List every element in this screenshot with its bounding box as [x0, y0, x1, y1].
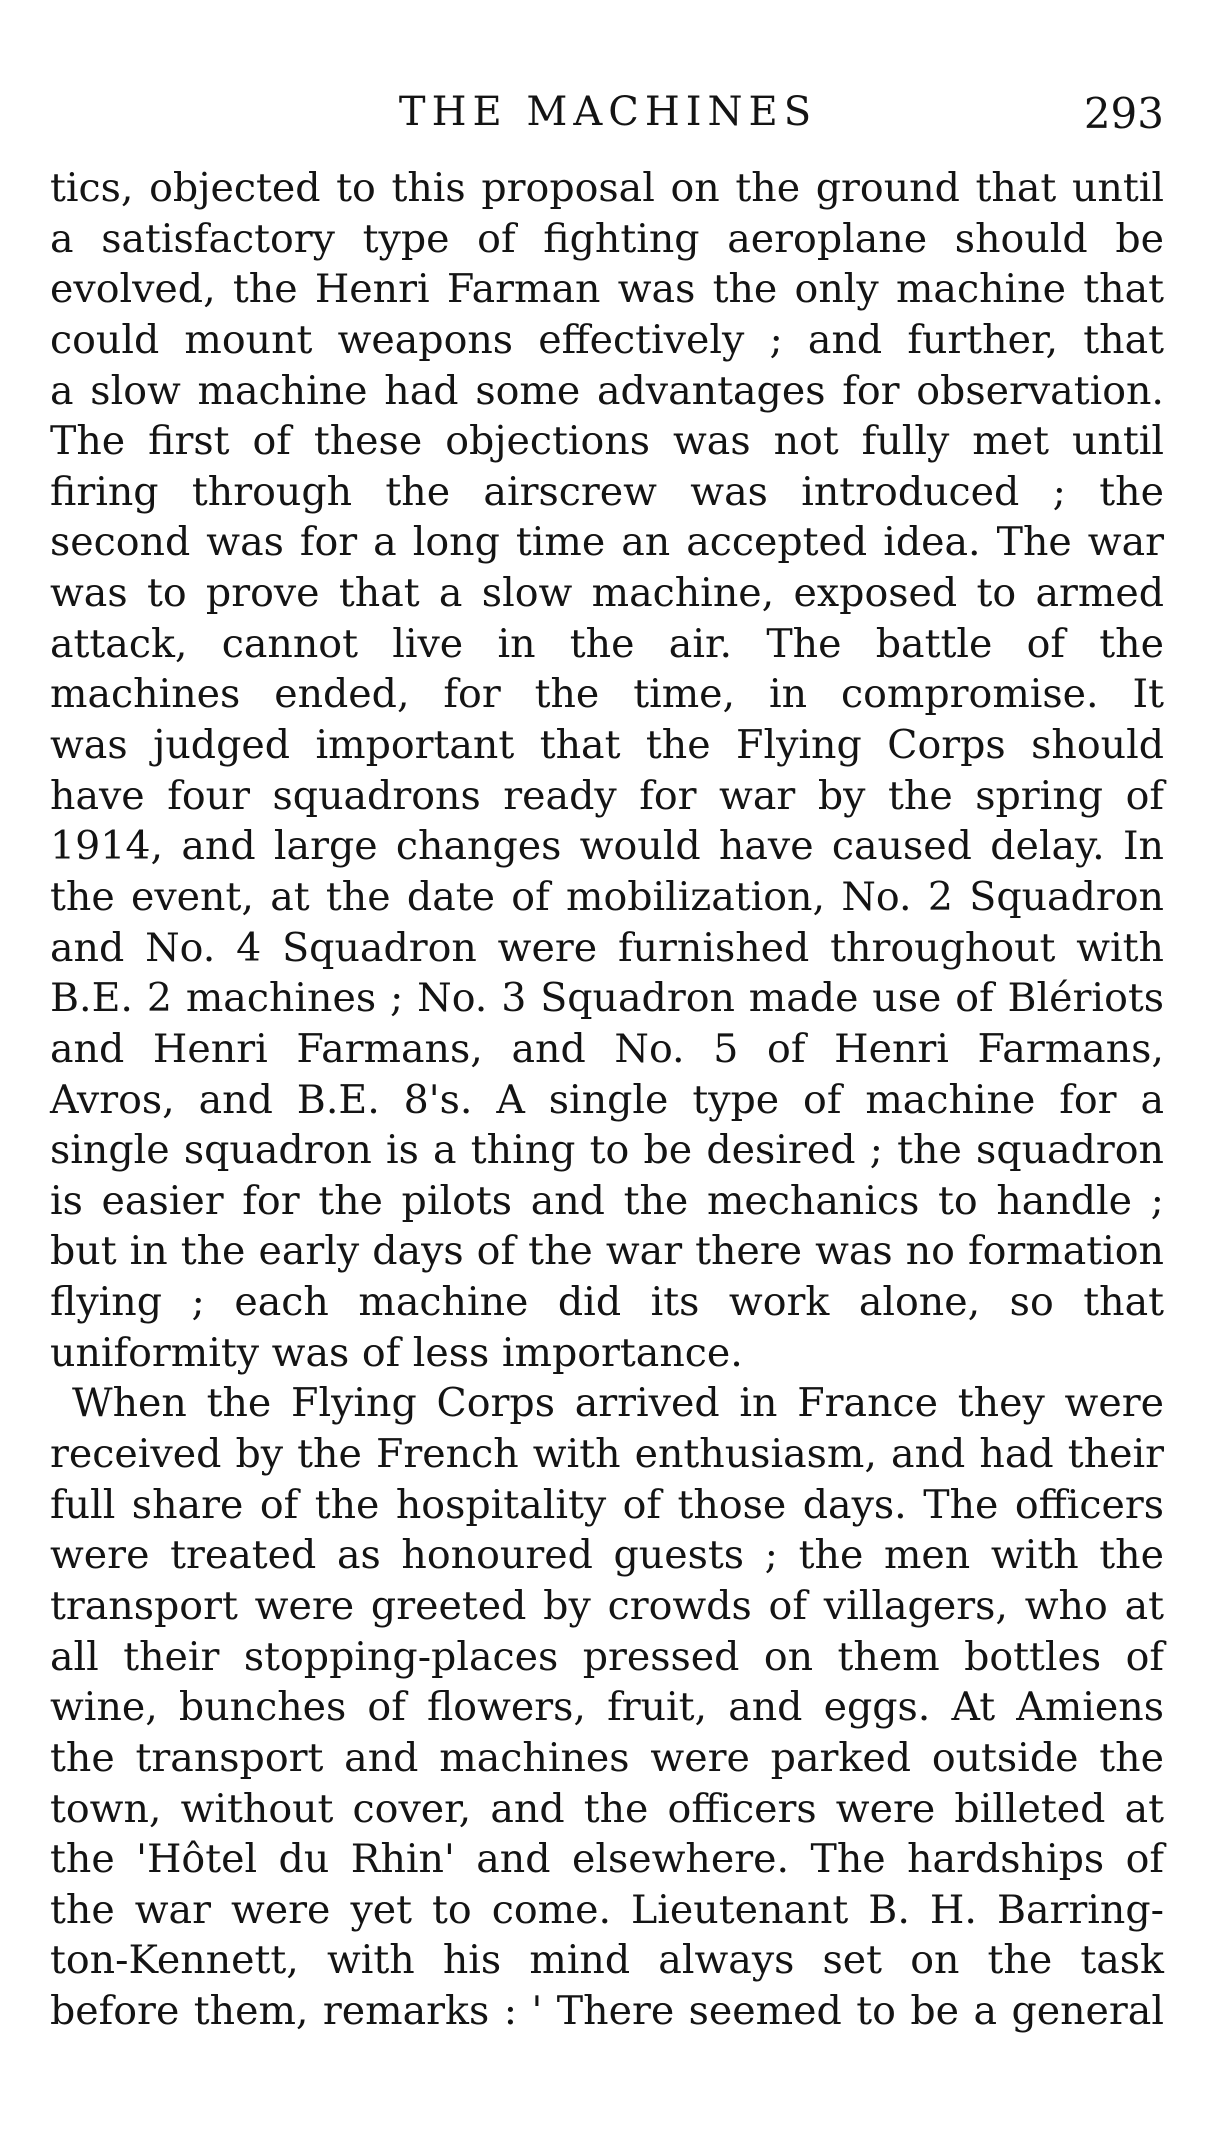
text-line: and Henri Farmans, and No. 5 of Henri Farmans,	[50, 1025, 1164, 1072]
text-line: were treated as honoured guests ; the men with the	[50, 1532, 1164, 1579]
running-head: THE MACHINES	[398, 89, 818, 135]
page-number: 293	[1083, 89, 1164, 138]
text-line: machines ended, for the time, in compromise. It	[50, 671, 1164, 718]
text-line: B.E. 2 machines ; No. 3 Squadron made use of Blériots	[50, 975, 1164, 1022]
text-line: ton-Kennett, with his mind always set on the task	[50, 1937, 1164, 1984]
text-line: 1914, and large changes would have caused delay. In	[50, 823, 1164, 870]
text-line: the transport and machines were parked outside the	[50, 1734, 1164, 1781]
text-line: all their stopping-places pressed on them bottles of	[50, 1633, 1164, 1680]
text-line: wine, bunches of flowers, fruit, and eggs. At Amiens	[50, 1684, 1164, 1731]
text-line: the event, at the date of mobilization, No. 2 Squadron	[50, 873, 1164, 920]
paragraph-2	[50, 1378, 1164, 2036]
text-line: transport were greeted by crowds of villagers, who at	[50, 1582, 1164, 1629]
text-line: firing through the airscrew was introduced ; the	[50, 468, 1164, 515]
text-line: single squadron is a thing to be desired ; the squadron	[50, 1127, 1164, 1174]
text-line: Avros, and B.E. 8's. A single type of machine for a	[50, 1076, 1164, 1123]
text-line: is easier for the pilots and the mechanics to handle ;	[50, 1177, 1164, 1224]
text-line: the war were yet to come. Lieutenant B. H. Barring-	[50, 1886, 1164, 1933]
text-line: but in the early days of the war there was no formation	[50, 1228, 1164, 1275]
text-line: When the Flying Corps arrived in France they were	[72, 1380, 1164, 1427]
text-line: a satisfactory type of fighting aeroplane should be	[50, 215, 1164, 262]
text-line: received by the French with enthusiasm, and had their	[50, 1431, 1164, 1478]
text-line: was judged important that the Flying Corps should	[50, 722, 1164, 769]
text-line: full share of the hospitality of those days. The officers	[50, 1481, 1164, 1528]
paragraph-1	[50, 163, 1164, 1378]
text-line: The first of these objections was not fully met until	[50, 418, 1164, 465]
text-line: attack, cannot live in the air. The battle of the	[50, 620, 1164, 667]
text-line: tics, objected to this proposal on the ground that until	[50, 165, 1164, 211]
text-line: could mount weapons effectively ; and further, that	[50, 316, 1164, 363]
text-line: and No. 4 Squadron were furnished throughout with	[50, 924, 1164, 971]
text-line: evolved, the Henri Farman was the only machine that	[50, 266, 1164, 313]
text-line: flying ; each machine did its work alone, so that	[50, 1279, 1164, 1326]
text-line: have four squadrons ready for war by the spring of	[50, 772, 1164, 819]
page-header	[52, 82, 1164, 142]
text-line: was to prove that a slow machine, exposed to armed	[50, 570, 1164, 617]
text-line: town, without cover, and the officers were billeted at	[50, 1785, 1164, 1832]
text-line: uniformity was of less importance.	[50, 1329, 743, 1376]
text-line: before them, remarks : ' There seemed to be a general	[50, 1988, 1164, 2035]
text-line: second was for a long time an accepted idea. The war	[50, 519, 1164, 566]
text-line: the 'Hôtel du Rhin' and elsewhere. The hardships of	[50, 1836, 1164, 1883]
text-line: a slow machine had some advantages for observation.	[50, 367, 1164, 414]
body-text	[50, 163, 1164, 2037]
